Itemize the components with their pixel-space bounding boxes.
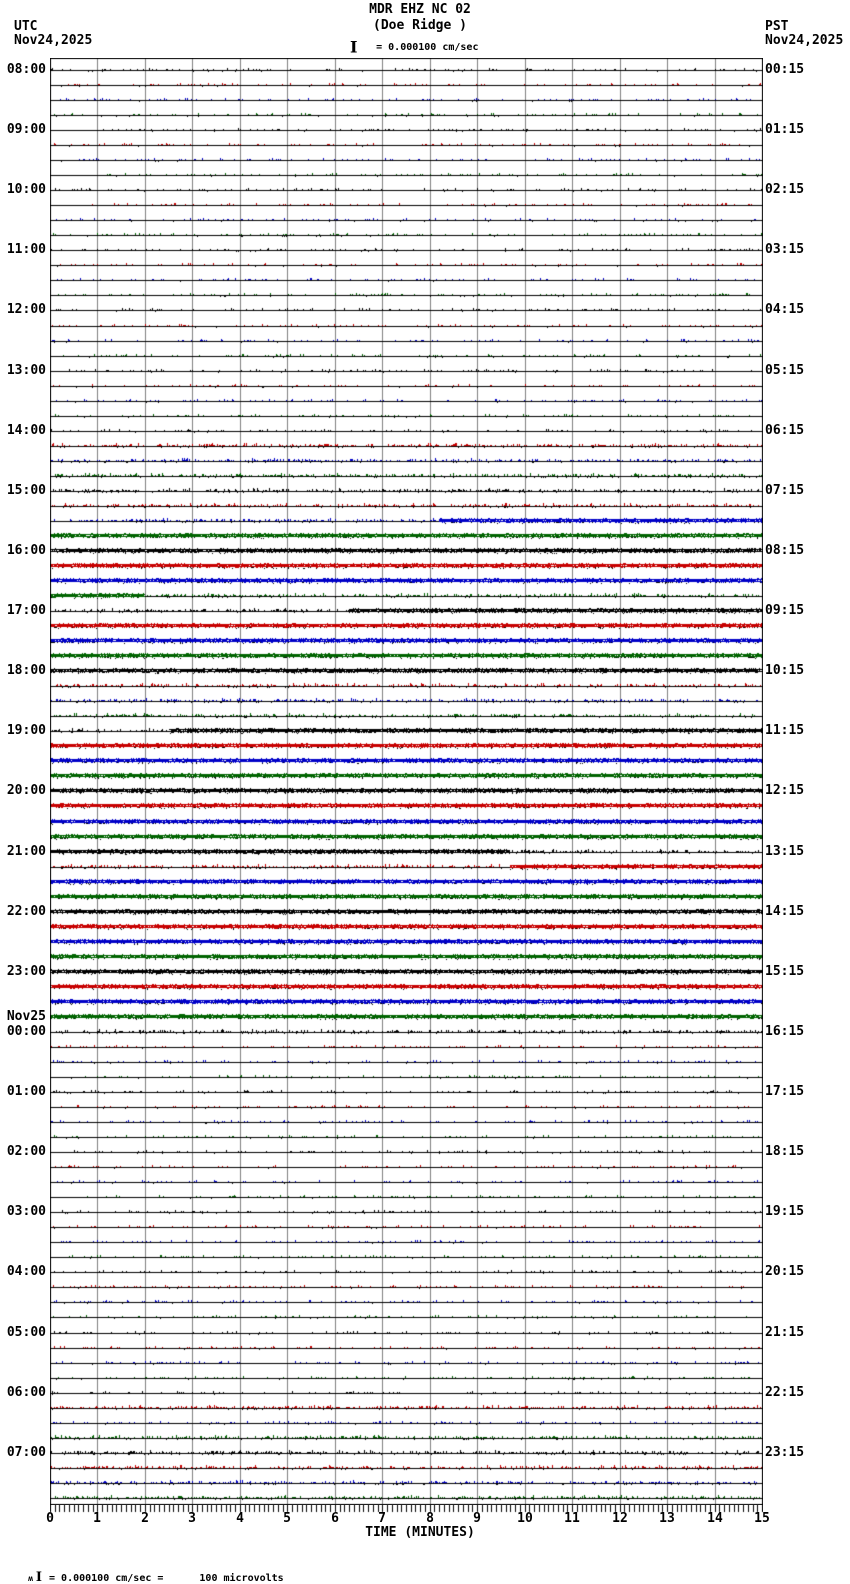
pst-quarter-label: 19:15 xyxy=(765,1204,805,1219)
utc-hour-label: 17:00 xyxy=(6,603,46,618)
axis-tick-number: 13 xyxy=(659,1511,675,1526)
station-title: MDR EHZ NC 02 xyxy=(369,2,471,17)
pst-quarter-label: 05:15 xyxy=(765,363,805,378)
utc-hour-label: 04:00 xyxy=(6,1264,46,1279)
pst-quarter-label: 10:15 xyxy=(765,663,805,678)
utc-hour-label: 23:00 xyxy=(6,964,46,979)
pst-quarter-label: 17:15 xyxy=(765,1084,805,1099)
pst-quarter-label: 06:15 xyxy=(765,423,805,438)
utc-hour-label: 16:00 xyxy=(6,543,46,558)
date-rollover-label: Nov25 xyxy=(6,1009,46,1024)
utc-hour-label: 07:00 xyxy=(6,1445,46,1460)
utc-hour-label: 19:00 xyxy=(6,723,46,738)
pst-quarter-label: 23:15 xyxy=(765,1445,805,1460)
utc-hour-label: 03:00 xyxy=(6,1204,46,1219)
utc-hour-label: 18:00 xyxy=(6,663,46,678)
pst-date-label: Nov24,2025 xyxy=(765,33,844,48)
pst-quarter-label: 08:15 xyxy=(765,543,805,558)
pst-quarter-label: 09:15 xyxy=(765,603,805,618)
utc-hour-label: 22:00 xyxy=(6,904,46,919)
pst-quarter-label: 15:15 xyxy=(765,964,805,979)
utc-hour-label: 10:00 xyxy=(6,182,46,197)
footer-equation: = 0.000100 cm/sec = xyxy=(49,1573,164,1584)
scale-value: = 0.000100 cm/sec xyxy=(376,42,479,53)
utc-hour-label: 02:00 xyxy=(6,1144,46,1159)
utc-hour-label: 00:00 xyxy=(6,1024,46,1039)
utc-date-label: Nov24,2025 xyxy=(14,33,93,48)
pst-timezone-label: PST xyxy=(765,19,789,34)
axis-tick-number: 7 xyxy=(378,1511,386,1526)
pst-quarter-label: 20:15 xyxy=(765,1264,805,1279)
pst-quarter-label: 12:15 xyxy=(765,783,805,798)
axis-tick-number: 8 xyxy=(426,1511,434,1526)
utc-hour-label: 06:00 xyxy=(6,1385,46,1400)
axis-tick-canvas xyxy=(50,1505,763,1513)
pst-quarter-label: 04:15 xyxy=(765,302,805,317)
axis-tick-number: 0 xyxy=(46,1511,54,1526)
footer-scale-bar-icon: I xyxy=(35,1570,43,1584)
footer-prefix: ʍ xyxy=(28,1574,33,1583)
pst-quarter-label: 16:15 xyxy=(765,1024,805,1039)
pst-quarter-label: 22:15 xyxy=(765,1385,805,1400)
utc-hour-label: 14:00 xyxy=(6,423,46,438)
utc-timezone-label: UTC xyxy=(14,19,38,34)
pst-quarter-label: 07:15 xyxy=(765,483,805,498)
axis-tick-number: 2 xyxy=(141,1511,149,1526)
axis-tick-number: 6 xyxy=(331,1511,339,1526)
utc-hour-label: 20:00 xyxy=(6,783,46,798)
utc-hour-label: 05:00 xyxy=(6,1325,46,1340)
pst-quarter-label: 02:15 xyxy=(765,182,805,197)
station-subtitle: (Doe Ridge ) xyxy=(373,18,467,33)
axis-tick-number: 10 xyxy=(517,1511,533,1526)
axis-tick-number: 11 xyxy=(564,1511,580,1526)
footer-microvolts: 100 microvolts xyxy=(199,1573,284,1584)
axis-tick-number: 3 xyxy=(188,1511,196,1526)
pst-quarter-label: 11:15 xyxy=(765,723,805,738)
axis-tick-number: 9 xyxy=(473,1511,481,1526)
axis-tick-number: 1 xyxy=(93,1511,101,1526)
pst-header xyxy=(765,20,843,48)
utc-hour-label: 13:00 xyxy=(6,363,46,378)
utc-hour-label: 11:00 xyxy=(6,242,46,257)
pst-quarter-label: 13:15 xyxy=(765,844,805,859)
pst-quarter-label: 14:15 xyxy=(765,904,805,919)
axis-tick-number: 12 xyxy=(612,1511,628,1526)
axis-tick-number: 14 xyxy=(707,1511,723,1526)
utc-hour-label: 15:00 xyxy=(6,483,46,498)
pst-quarter-label: 18:15 xyxy=(765,1144,805,1159)
pst-quarter-label: 03:15 xyxy=(765,242,805,257)
utc-header xyxy=(14,20,92,48)
x-axis-title: TIME (MINUTES) xyxy=(365,1525,475,1540)
axis-tick-number: 5 xyxy=(283,1511,291,1526)
utc-hour-label: 09:00 xyxy=(6,122,46,137)
amplitude-scale-note xyxy=(350,37,478,55)
utc-hour-label: 08:00 xyxy=(6,62,46,77)
utc-hour-label: 12:00 xyxy=(6,302,46,317)
utc-hour-label: 01:00 xyxy=(6,1084,46,1099)
utc-hour-label: 21:00 xyxy=(6,844,46,859)
pst-quarter-label: 21:15 xyxy=(765,1325,805,1340)
axis-tick-number: 4 xyxy=(236,1511,244,1526)
axis-tick-number: 15 xyxy=(754,1511,770,1526)
seismogram-trace-canvas xyxy=(50,58,763,1505)
pst-quarter-label: 00:15 xyxy=(765,62,805,77)
footer-scale-note xyxy=(4,1559,284,1584)
scale-bar-icon: I xyxy=(350,37,358,57)
pst-quarter-label: 01:15 xyxy=(765,122,805,137)
